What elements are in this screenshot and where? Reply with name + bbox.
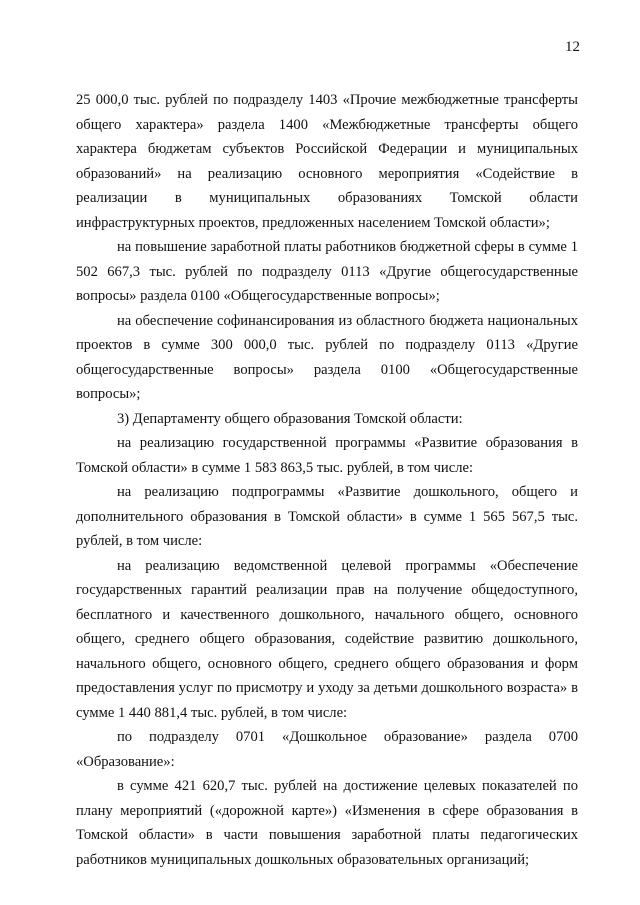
paragraph: по подразделу 0701 «Дошкольное образование» раздела 0700 «Образование»: (76, 729, 578, 770)
paragraph: на повышение заработной платы работников бюджетной сферы в сумме 1 502 667,3 тыс. рублей по подразделу 0113 «Другие общегосударственные вопросы» раздела 0100 «Общегосударственные вопросы»; (76, 239, 578, 304)
paragraph: на реализацию ведомственной целевой программы «Обеспечение государственных гарантий реализации прав на получение общедоступного, бесплатного и качественного дошкольного, начального общего, основного общего, среднего общего образования, содействие развитию дошкольного, начального общего, основного общего, среднего общего образования и форм предоставления услуг по присмотру и уходу за детьми дошкольного возраста» в сумме 1 440 881,4 тыс. рублей, в том числе: (76, 557, 578, 721)
document-body (76, 88, 578, 872)
page-number: 12 (565, 39, 580, 55)
paragraph: 3) Департаменту общего образования Томской области: (117, 410, 463, 427)
paragraph: на реализацию подпрограммы «Развитие дошкольного, общего и дополнительного образования в Томской области» в сумме 1 565 567,5 тыс. рублей, в том числе: (76, 484, 578, 549)
paragraph: на обеспечение софинансирования из областного бюджета национальных проектов в сумме 300 000,0 тыс. рублей по подразделу 0113 «Другие общегосударственные вопросы» раздела 0100 «Общегосударственные вопросы»; (76, 312, 578, 402)
paragraph: на реализацию государственной программы «Развитие образования в Томской области» в сумме 1 583 863,5 тыс. рублей, в том числе: (76, 435, 578, 476)
paragraph: 25 000,0 тыс. рублей по подразделу 1403 «Прочие межбюджетные трансферты общего характера» раздела 1400 «Межбюджетные трансферты общего характера бюджетам субъектов Российской Федерации и муниципальных образований» на реализацию основного мероприятия «Содействие в реализации в муниципальных образованиях Томской области инфраструктурных проектов, предложенных населением Томской области»; (76, 92, 578, 231)
paragraph: в сумме 421 620,7 тыс. рублей на достижение целевых показателей по плану мероприятий («дорожной карте») «Изменения в сфере образования в Томской области» в части повышения заработной платы педагогических работников муниципальных дошкольных образовательных организаций; (76, 778, 578, 868)
